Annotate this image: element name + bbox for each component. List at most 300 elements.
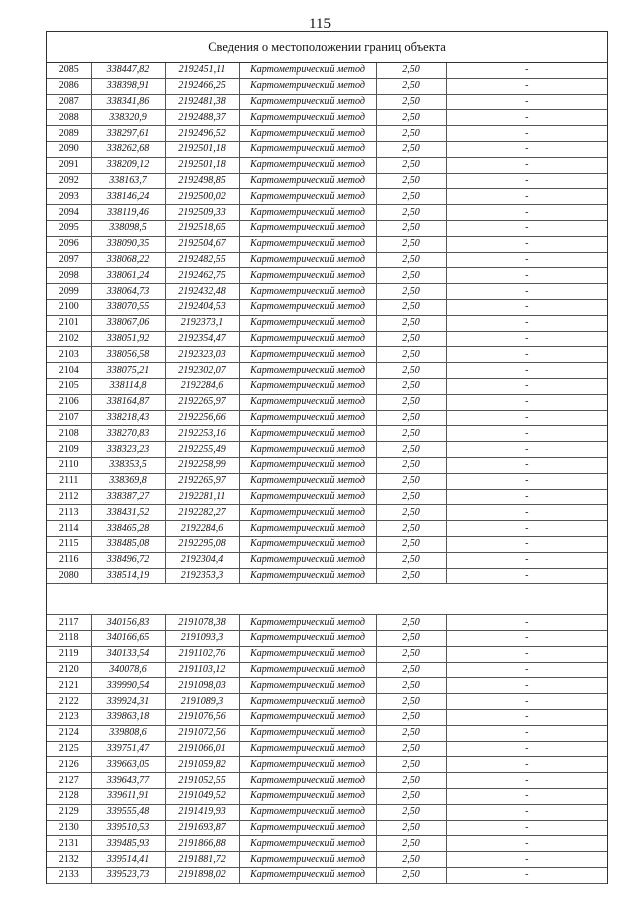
- x-coordinate-cell: 338465,28: [91, 521, 165, 537]
- table-row: [47, 173, 607, 189]
- table-row: [47, 205, 607, 221]
- description-cell: -: [446, 157, 607, 173]
- method-cell: Картометрический метод: [239, 725, 376, 741]
- table-row: [47, 505, 607, 521]
- description-cell: -: [446, 315, 607, 331]
- accuracy-cell: 2,50: [376, 315, 446, 331]
- accuracy-cell: 2,50: [376, 473, 446, 489]
- method-cell: Картометрический метод: [239, 141, 376, 157]
- accuracy-cell: 2,50: [376, 110, 446, 126]
- x-coordinate-cell: 339523,73: [91, 868, 165, 884]
- point-number-cell: 2098: [47, 268, 91, 284]
- accuracy-cell: 2,50: [376, 694, 446, 710]
- x-coordinate-cell: 338163,7: [91, 173, 165, 189]
- x-coordinate-cell: 338114,8: [91, 378, 165, 394]
- description-cell: -: [446, 394, 607, 410]
- description-cell: -: [446, 236, 607, 252]
- point-number-cell: 2120: [47, 662, 91, 678]
- x-coordinate-cell: 338323,23: [91, 442, 165, 458]
- y-coordinate-cell: 2192323,03: [165, 347, 239, 363]
- method-cell: Картометрический метод: [239, 631, 376, 647]
- point-number-cell: 2101: [47, 315, 91, 331]
- x-coordinate-cell: 339924,31: [91, 694, 165, 710]
- x-coordinate-cell: 339808,6: [91, 725, 165, 741]
- point-number-cell: 2126: [47, 757, 91, 773]
- method-cell: Картометрический метод: [239, 126, 376, 142]
- y-coordinate-cell: 2192404,53: [165, 299, 239, 315]
- table-row: [47, 521, 607, 537]
- point-number-cell: 2125: [47, 741, 91, 757]
- table-row: [47, 426, 607, 442]
- y-coordinate-cell: 2191093,3: [165, 631, 239, 647]
- accuracy-cell: 2,50: [376, 410, 446, 426]
- accuracy-cell: 2,50: [376, 773, 446, 789]
- description-cell: -: [446, 536, 607, 552]
- x-coordinate-cell: 340156,83: [91, 615, 165, 631]
- method-cell: Картометрический метод: [239, 710, 376, 726]
- y-coordinate-cell: 2192496,52: [165, 126, 239, 142]
- x-coordinate-cell: 338075,21: [91, 363, 165, 379]
- y-coordinate-cell: 2191059,82: [165, 757, 239, 773]
- table-row: [47, 347, 607, 363]
- x-coordinate-cell: 339485,93: [91, 836, 165, 852]
- accuracy-cell: 2,50: [376, 173, 446, 189]
- x-coordinate-cell: 338164,87: [91, 394, 165, 410]
- accuracy-cell: 2,50: [376, 662, 446, 678]
- method-cell: Картометрический метод: [239, 236, 376, 252]
- accuracy-cell: 2,50: [376, 157, 446, 173]
- point-number-cell: 2129: [47, 804, 91, 820]
- x-coordinate-cell: 338447,82: [91, 63, 165, 78]
- method-cell: Картометрический метод: [239, 347, 376, 363]
- table-row: [47, 710, 607, 726]
- y-coordinate-cell: 2191866,88: [165, 836, 239, 852]
- x-coordinate-cell: 340133,54: [91, 646, 165, 662]
- accuracy-cell: 2,50: [376, 363, 446, 379]
- accuracy-cell: 2,50: [376, 789, 446, 805]
- y-coordinate-cell: 2191419,93: [165, 804, 239, 820]
- table-row: [47, 536, 607, 552]
- accuracy-cell: 2,50: [376, 646, 446, 662]
- table-row: [47, 615, 607, 631]
- y-coordinate-cell: 2192256,66: [165, 410, 239, 426]
- method-cell: Картометрический метод: [239, 694, 376, 710]
- y-coordinate-cell: 2192255,49: [165, 442, 239, 458]
- y-coordinate-cell: 2192518,65: [165, 220, 239, 236]
- y-coordinate-cell: 2192265,97: [165, 473, 239, 489]
- y-coordinate-cell: 2192482,55: [165, 252, 239, 268]
- description-cell: -: [446, 552, 607, 568]
- table-row: [47, 552, 607, 568]
- y-coordinate-cell: 2192304,4: [165, 552, 239, 568]
- point-number-cell: 2123: [47, 710, 91, 726]
- description-cell: -: [446, 662, 607, 678]
- method-cell: Картометрический метод: [239, 363, 376, 379]
- y-coordinate-cell: 2191881,72: [165, 852, 239, 868]
- x-coordinate-cell: 338320,9: [91, 110, 165, 126]
- table-row: [47, 457, 607, 473]
- y-coordinate-cell: 2192500,02: [165, 189, 239, 205]
- accuracy-cell: 2,50: [376, 536, 446, 552]
- method-cell: Картометрический метод: [239, 205, 376, 221]
- x-coordinate-cell: 338341,86: [91, 94, 165, 110]
- description-cell: -: [446, 836, 607, 852]
- description-cell: -: [446, 757, 607, 773]
- point-number-cell: 2111: [47, 473, 91, 489]
- table-row: [47, 299, 607, 315]
- y-coordinate-cell: 2191102,76: [165, 646, 239, 662]
- description-cell: -: [446, 678, 607, 694]
- block-separator-cell: [47, 584, 607, 615]
- accuracy-cell: 2,50: [376, 442, 446, 458]
- x-coordinate-cell: 338270,83: [91, 426, 165, 442]
- description-cell: -: [446, 852, 607, 868]
- method-cell: Картометрический метод: [239, 615, 376, 631]
- point-number-cell: 2114: [47, 521, 91, 537]
- description-cell: -: [446, 252, 607, 268]
- table-row: [47, 489, 607, 505]
- accuracy-cell: 2,50: [376, 615, 446, 631]
- description-cell: -: [446, 521, 607, 537]
- x-coordinate-cell: 338064,73: [91, 284, 165, 300]
- y-coordinate-cell: 2191078,38: [165, 615, 239, 631]
- method-cell: Картометрический метод: [239, 299, 376, 315]
- point-number-cell: 2110: [47, 457, 91, 473]
- x-coordinate-cell: 338496,72: [91, 552, 165, 568]
- accuracy-cell: 2,50: [376, 189, 446, 205]
- accuracy-cell: 2,50: [376, 631, 446, 647]
- description-cell: -: [446, 378, 607, 394]
- description-cell: -: [446, 615, 607, 631]
- table-row: [47, 741, 607, 757]
- method-cell: Картометрический метод: [239, 252, 376, 268]
- point-number-cell: 2085: [47, 63, 91, 78]
- description-cell: -: [446, 457, 607, 473]
- y-coordinate-cell: 2191066,01: [165, 741, 239, 757]
- accuracy-cell: 2,50: [376, 725, 446, 741]
- table-row: [47, 220, 607, 236]
- table-row: [47, 868, 607, 884]
- accuracy-cell: 2,50: [376, 268, 446, 284]
- y-coordinate-cell: 2192466,25: [165, 78, 239, 94]
- x-coordinate-cell: 338209,12: [91, 157, 165, 173]
- y-coordinate-cell: 2192481,38: [165, 94, 239, 110]
- y-coordinate-cell: 2192353,3: [165, 568, 239, 584]
- accuracy-cell: 2,50: [376, 126, 446, 142]
- table-row: [47, 789, 607, 805]
- table-row: [47, 725, 607, 741]
- point-number-cell: 2122: [47, 694, 91, 710]
- method-cell: Картометрический метод: [239, 315, 376, 331]
- table-row: [47, 820, 607, 836]
- x-coordinate-cell: 338297,61: [91, 126, 165, 142]
- method-cell: Картометрический метод: [239, 157, 376, 173]
- accuracy-cell: 2,50: [376, 220, 446, 236]
- description-cell: -: [446, 631, 607, 647]
- table-row: [47, 331, 607, 347]
- table-row: [47, 284, 607, 300]
- table-row: [47, 315, 607, 331]
- description-cell: -: [446, 331, 607, 347]
- y-coordinate-cell: 2192509,33: [165, 205, 239, 221]
- description-cell: -: [446, 363, 607, 379]
- y-coordinate-cell: 2192373,1: [165, 315, 239, 331]
- table-row: [47, 836, 607, 852]
- table-title: Сведения о местоположении границ объекта: [47, 32, 607, 63]
- point-number-cell: 2100: [47, 299, 91, 315]
- point-number-cell: 2087: [47, 94, 91, 110]
- description-cell: -: [446, 299, 607, 315]
- x-coordinate-cell: 340078,6: [91, 662, 165, 678]
- point-number-cell: 2109: [47, 442, 91, 458]
- y-coordinate-cell: 2191089,3: [165, 694, 239, 710]
- method-cell: Картометрический метод: [239, 662, 376, 678]
- description-cell: -: [446, 442, 607, 458]
- accuracy-cell: 2,50: [376, 252, 446, 268]
- description-cell: -: [446, 189, 607, 205]
- y-coordinate-cell: 2192284,6: [165, 378, 239, 394]
- point-number-cell: 2097: [47, 252, 91, 268]
- y-coordinate-cell: 2191076,56: [165, 710, 239, 726]
- x-coordinate-cell: 339751,47: [91, 741, 165, 757]
- method-cell: Картометрический метод: [239, 94, 376, 110]
- boundary-sheet: [46, 31, 608, 884]
- method-cell: Картометрический метод: [239, 521, 376, 537]
- description-cell: -: [446, 741, 607, 757]
- point-number-cell: 2118: [47, 631, 91, 647]
- accuracy-cell: 2,50: [376, 852, 446, 868]
- x-coordinate-cell: 338431,52: [91, 505, 165, 521]
- x-coordinate-cell: 340166,65: [91, 631, 165, 647]
- table-row: [47, 694, 607, 710]
- method-cell: Картометрический метод: [239, 473, 376, 489]
- x-coordinate-cell: 339863,18: [91, 710, 165, 726]
- accuracy-cell: 2,50: [376, 63, 446, 78]
- accuracy-cell: 2,50: [376, 868, 446, 884]
- x-coordinate-cell: 338514,19: [91, 568, 165, 584]
- y-coordinate-cell: 2191072,56: [165, 725, 239, 741]
- point-number-cell: 2088: [47, 110, 91, 126]
- point-number-cell: 2115: [47, 536, 91, 552]
- table-row: [47, 442, 607, 458]
- description-cell: -: [446, 78, 607, 94]
- accuracy-cell: 2,50: [376, 205, 446, 221]
- accuracy-cell: 2,50: [376, 678, 446, 694]
- description-cell: -: [446, 220, 607, 236]
- table-row: [47, 773, 607, 789]
- description-cell: -: [446, 94, 607, 110]
- table-row: [47, 631, 607, 647]
- accuracy-cell: 2,50: [376, 141, 446, 157]
- x-coordinate-cell: 339510,53: [91, 820, 165, 836]
- point-number-cell: 2119: [47, 646, 91, 662]
- accuracy-cell: 2,50: [376, 741, 446, 757]
- y-coordinate-cell: 2192284,6: [165, 521, 239, 537]
- method-cell: Картометрический метод: [239, 552, 376, 568]
- point-number-cell: 2095: [47, 220, 91, 236]
- accuracy-cell: 2,50: [376, 489, 446, 505]
- description-cell: -: [446, 710, 607, 726]
- table-row: [47, 189, 607, 205]
- y-coordinate-cell: 2192253,16: [165, 426, 239, 442]
- description-cell: -: [446, 173, 607, 189]
- point-number-cell: 2094: [47, 205, 91, 221]
- description-cell: -: [446, 110, 607, 126]
- accuracy-cell: 2,50: [376, 521, 446, 537]
- table-row: [47, 568, 607, 584]
- method-cell: Картометрический метод: [239, 284, 376, 300]
- table-row: [47, 94, 607, 110]
- x-coordinate-cell: 338067,06: [91, 315, 165, 331]
- point-number-cell: 2093: [47, 189, 91, 205]
- point-number-cell: 2089: [47, 126, 91, 142]
- block-separator-row: [47, 584, 607, 615]
- point-number-cell: 2117: [47, 615, 91, 631]
- y-coordinate-cell: 2191049,52: [165, 789, 239, 805]
- coordinates-table: [47, 63, 607, 884]
- point-number-cell: 2133: [47, 868, 91, 884]
- method-cell: Картометрический метод: [239, 110, 376, 126]
- table-row: [47, 394, 607, 410]
- accuracy-cell: 2,50: [376, 836, 446, 852]
- table-row: [47, 236, 607, 252]
- point-number-cell: 2096: [47, 236, 91, 252]
- point-number-cell: 2124: [47, 725, 91, 741]
- method-cell: Картометрический метод: [239, 678, 376, 694]
- table-row: [47, 410, 607, 426]
- y-coordinate-cell: 2192501,18: [165, 141, 239, 157]
- accuracy-cell: 2,50: [376, 804, 446, 820]
- method-cell: Картометрический метод: [239, 394, 376, 410]
- y-coordinate-cell: 2191693,87: [165, 820, 239, 836]
- method-cell: Картометрический метод: [239, 457, 376, 473]
- point-number-cell: 2107: [47, 410, 91, 426]
- table-row: [47, 378, 607, 394]
- accuracy-cell: 2,50: [376, 568, 446, 584]
- accuracy-cell: 2,50: [376, 820, 446, 836]
- y-coordinate-cell: 2191052,55: [165, 773, 239, 789]
- point-number-cell: 2086: [47, 78, 91, 94]
- point-number-cell: 2132: [47, 852, 91, 868]
- x-coordinate-cell: 338485,08: [91, 536, 165, 552]
- x-coordinate-cell: 338146,24: [91, 189, 165, 205]
- table-row: [47, 78, 607, 94]
- x-coordinate-cell: 338262,68: [91, 141, 165, 157]
- description-cell: -: [446, 820, 607, 836]
- x-coordinate-cell: 339990,54: [91, 678, 165, 694]
- method-cell: Картометрический метод: [239, 78, 376, 94]
- description-cell: -: [446, 126, 607, 142]
- table-row: [47, 363, 607, 379]
- accuracy-cell: 2,50: [376, 394, 446, 410]
- y-coordinate-cell: 2192504,67: [165, 236, 239, 252]
- table-row: [47, 141, 607, 157]
- y-coordinate-cell: 2192432,48: [165, 284, 239, 300]
- description-cell: -: [446, 268, 607, 284]
- x-coordinate-cell: 338387,27: [91, 489, 165, 505]
- point-number-cell: 2091: [47, 157, 91, 173]
- method-cell: Картометрический метод: [239, 852, 376, 868]
- point-number-cell: 2128: [47, 789, 91, 805]
- accuracy-cell: 2,50: [376, 552, 446, 568]
- x-coordinate-cell: 338398,91: [91, 78, 165, 94]
- accuracy-cell: 2,50: [376, 710, 446, 726]
- method-cell: Картометрический метод: [239, 268, 376, 284]
- page-number: 115: [309, 16, 331, 32]
- x-coordinate-cell: 339514,41: [91, 852, 165, 868]
- y-coordinate-cell: 2192265,97: [165, 394, 239, 410]
- point-number-cell: 2104: [47, 363, 91, 379]
- y-coordinate-cell: 2192302,07: [165, 363, 239, 379]
- x-coordinate-cell: 339663,05: [91, 757, 165, 773]
- y-coordinate-cell: 2192498,85: [165, 173, 239, 189]
- x-coordinate-cell: 339643,77: [91, 773, 165, 789]
- description-cell: -: [446, 347, 607, 363]
- table-row: [47, 678, 607, 694]
- description-cell: -: [446, 284, 607, 300]
- point-number-cell: 2127: [47, 773, 91, 789]
- x-coordinate-cell: 338090,35: [91, 236, 165, 252]
- method-cell: Картометрический метод: [239, 773, 376, 789]
- accuracy-cell: 2,50: [376, 94, 446, 110]
- point-number-cell: 2105: [47, 378, 91, 394]
- point-number-cell: 2108: [47, 426, 91, 442]
- description-cell: -: [446, 694, 607, 710]
- x-coordinate-cell: 338068,22: [91, 252, 165, 268]
- description-cell: -: [446, 489, 607, 505]
- point-number-cell: 2099: [47, 284, 91, 300]
- method-cell: Картометрический метод: [239, 63, 376, 78]
- description-cell: -: [446, 410, 607, 426]
- x-coordinate-cell: 338369,8: [91, 473, 165, 489]
- point-number-cell: 2090: [47, 141, 91, 157]
- accuracy-cell: 2,50: [376, 331, 446, 347]
- y-coordinate-cell: 2192462,75: [165, 268, 239, 284]
- method-cell: Картометрический метод: [239, 331, 376, 347]
- accuracy-cell: 2,50: [376, 78, 446, 94]
- method-cell: Картометрический метод: [239, 189, 376, 205]
- accuracy-cell: 2,50: [376, 378, 446, 394]
- table-row: [47, 268, 607, 284]
- method-cell: Картометрический метод: [239, 789, 376, 805]
- description-cell: -: [446, 426, 607, 442]
- method-cell: Картометрический метод: [239, 505, 376, 521]
- table-row: [47, 252, 607, 268]
- point-number-cell: 2102: [47, 331, 91, 347]
- y-coordinate-cell: 2192451,11: [165, 63, 239, 78]
- y-coordinate-cell: 2192282,27: [165, 505, 239, 521]
- accuracy-cell: 2,50: [376, 426, 446, 442]
- y-coordinate-cell: 2192501,18: [165, 157, 239, 173]
- x-coordinate-cell: 338218,43: [91, 410, 165, 426]
- x-coordinate-cell: 339611,91: [91, 789, 165, 805]
- y-coordinate-cell: 2191098,03: [165, 678, 239, 694]
- method-cell: Картометрический метод: [239, 868, 376, 884]
- y-coordinate-cell: 2192488,37: [165, 110, 239, 126]
- table-row: [47, 126, 607, 142]
- accuracy-cell: 2,50: [376, 299, 446, 315]
- description-cell: -: [446, 505, 607, 521]
- accuracy-cell: 2,50: [376, 457, 446, 473]
- method-cell: Картометрический метод: [239, 836, 376, 852]
- method-cell: Картометрический метод: [239, 536, 376, 552]
- x-coordinate-cell: 339555,48: [91, 804, 165, 820]
- method-cell: Картометрический метод: [239, 757, 376, 773]
- method-cell: Картометрический метод: [239, 426, 376, 442]
- x-coordinate-cell: 338061,24: [91, 268, 165, 284]
- table-row: [47, 852, 607, 868]
- description-cell: -: [446, 868, 607, 884]
